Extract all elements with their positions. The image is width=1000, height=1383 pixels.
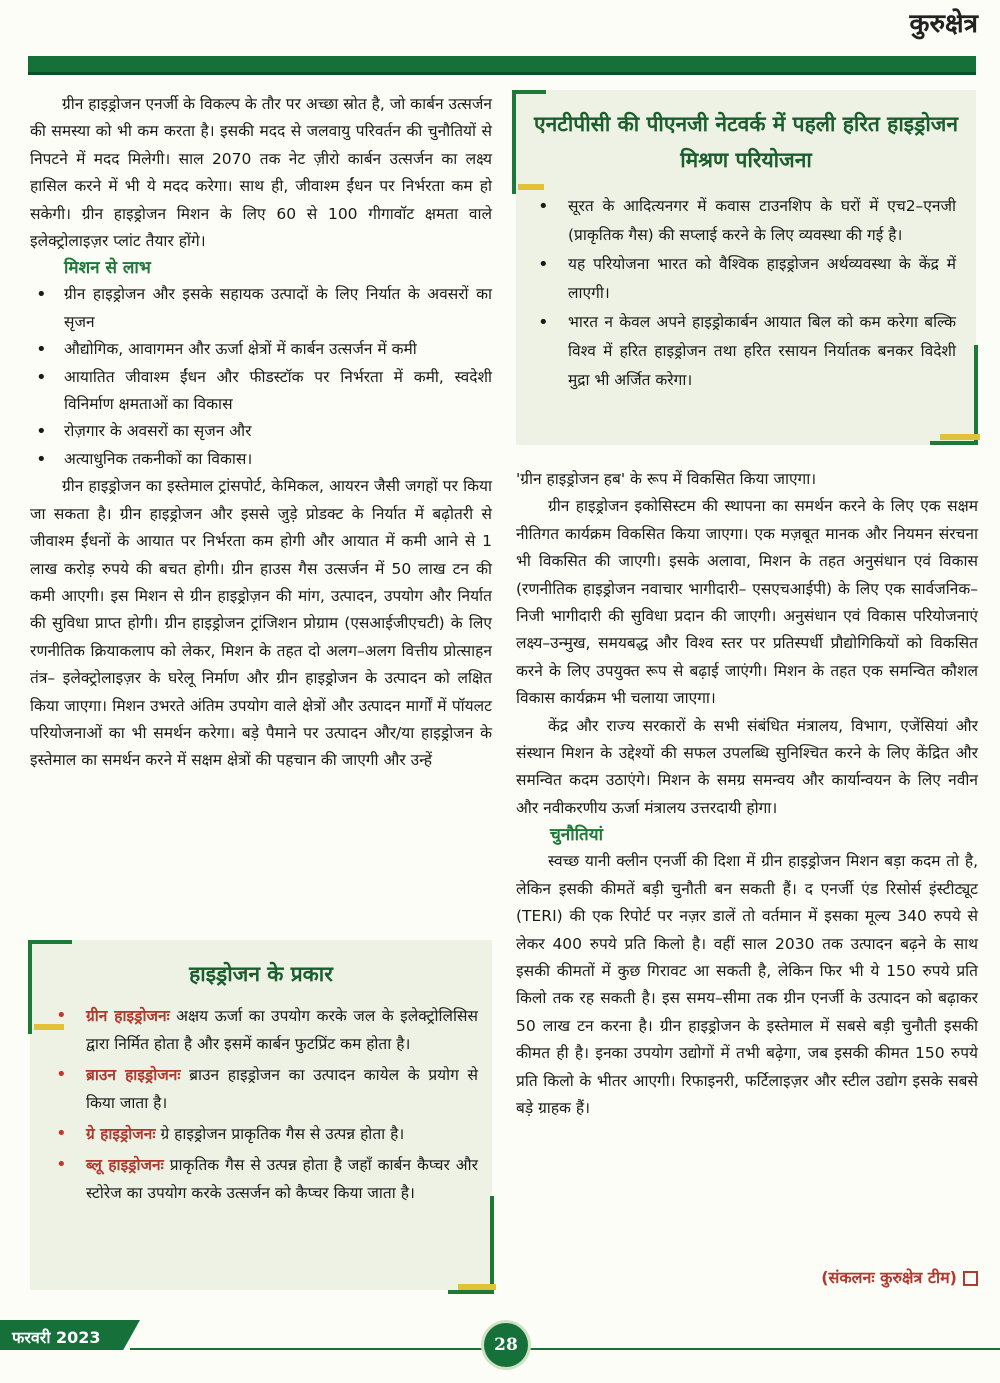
type-term: ब्लू हाइड्रोजनः (86, 1156, 164, 1174)
challenges-paragraph: स्वच्छ यानी क्लीन एनर्जी की दिशा में ग्रीन हाइड्रोजन मिशन बड़ा कदम तो है, लेकिन इसकी कीमतें बड़ी चुनौती बन सकती हैं। द एनर्जी एंड रिसोर्स इंस्टीट्यूट (TERI) की एक रिपोर्ट पर नज़र डालें तो वर्तमान में इसका मूल्य 340 रुपये से लेकर 400 रुपये प्रति किलो है। वहीं साल 2030 तक उत्पादन बढ़ने के साथ इसकी कीमतों में कुछ गिरावट आ सकती है, लेकिन फिर भी ये 150 रुपये प्रति किलो तक रह सकती है। इस समय–सीमा तक ग्रीन एनर्जी के उत्पादन को बढ़ाकर 50 लाख टन करना है। ग्रीन हाइड्रोजन के इस्तेमाल में सबसे बड़ी चुनौती इसकी कीमत ही है। इनका उपयोग उद्योगों में तभी बढ़ेगा, जब इसकी कीमत 150 रुपये प्रति किलो के भीतर आएगी। रिफाइनरी, फर्टिलाइज़र और स्टील उद्योग इसके सबसे बड़े ग्राहक हैं। (516, 852, 978, 1117)
compilation-credit: (संकलनः कुरुक्षेत्र टीम) (821, 1266, 978, 1288)
box-corner-decoration (458, 1284, 496, 1290)
box-corner-decoration (940, 434, 980, 440)
hub-line: 'ग्रीन हाइड्रोजन हब' के रूप में विकसित किया जाएगा। (516, 470, 817, 488)
list-item (50, 1061, 478, 1117)
list-item: • यह परियोजना भारत को वैश्विक हाइड्रोजन अर्थव्यवस्था के केंद्र में लाएगी। (532, 250, 956, 308)
type-term: ग्रीन हाइड्रोजनः (86, 1007, 170, 1025)
type-term: ग्रे हाइड्रोजनः (86, 1125, 156, 1143)
types-list (50, 1002, 478, 1207)
box-corner-decoration (28, 940, 72, 1034)
list-item: • आयातित जीवाश्म ईंधन और फीडस्टॉक पर निर्भरता में कमी, स्वदेशी विनिर्माण क्षमताओं का विकास (30, 364, 492, 419)
type-term: ब्राउन हाइड्रोजनः (86, 1066, 181, 1084)
box-corner-decoration (930, 345, 978, 445)
list-item: • अत्याधुनिक तकनीकों का विकास। (30, 446, 492, 473)
type-description: ग्रे हाइड्रोजन प्राकृतिक गैस से उत्पन्न होता है। (155, 1125, 405, 1143)
box-corner-decoration (512, 90, 546, 194)
ntpc-project-box (516, 90, 976, 445)
page-number: 28 (484, 1323, 528, 1367)
issue-date: फरवरी 2023 (12, 1328, 101, 1347)
coordination-paragraph: केंद्र और राज्य सरकारों के सभी संबंधित मंत्रालय, विभाग, एजेंसियां और संस्थान मिशन के उद्देश्यों की सफल उपलब्धि सुनिश्चित करने के लिए केंद्रित और समन्वित कदम उठाएंगे। मिशन के समग्र समन्वय और कार्यान्वयन के लिए नवीन और नवीकरणीय ऊर्जा मंत्रालय उत्तरदायी होगा। (516, 716, 978, 817)
left-column (30, 91, 492, 775)
list-item (50, 1120, 478, 1148)
ntpc-list (532, 192, 956, 395)
list-item (50, 1002, 478, 1058)
hydrogen-types-box (30, 940, 492, 1290)
benefits-heading: मिशन से लाभ (64, 258, 151, 279)
ntpc-box-title: एनटीपीसी की पीएनजी नेटवर्क में पहली हरित हाइड्रोजन मिश्रण परियोजना (533, 112, 958, 172)
magazine-logo: कुरुक्षेत्र (909, 9, 978, 39)
box-corner-decoration (34, 1024, 64, 1030)
intro-paragraph: ग्रीन हाइड्रोजन एनर्जी के विकल्प के तौर पर अच्छा स्रोत है, जो कार्बन उत्सर्जन की समस्या को भी कम करता है। इसकी मदद से जलवायु परिवर्तन की चुनौतियों से निपटने में मदद मिलेगी। साल 2070 तक नेट ज़ीरो कार्बन उत्सर्जन का लक्ष्य हासिल करने में भी ये मदद करेगा। साथ ही, जीवाश्म ईंधन पर निर्भरता कम हो सकेगी। ग्रीन हाइड्रोजन मिशन के लिए 60 से 100 गीगावॉट क्षमता वाले इलेक्ट्रोलाइज़र प्लांट तैयार होंगे। (30, 95, 492, 251)
list-item: • औद्योगिक, आवागमन और ऊर्जा क्षेत्रों में कार्बन उत्सर्जन में कमी (30, 336, 492, 363)
box-corner-decoration (518, 184, 544, 190)
list-item: • सूरत के आदित्यनगर में कवास टाउनशिप के घरों में एच2–एनजी (प्राकृतिक गैस) की सप्लाई करने के लिए व्यवस्था की गई है। (532, 192, 956, 250)
type-description: प्राकृतिक गैस से उत्पन्न होता है जहाँ कार्बन कैप्चर और स्टोरेज का उपयोग करके उत्सर्जन को कैप्चर किया जाता है। (86, 1156, 478, 1202)
list-item: • रोज़गार के अवसरों का सृजन और (30, 418, 492, 445)
type-description: ब्राउन हाइड्रोजन का उत्पादन कायेल के प्रयोग से किया जाता है। (86, 1066, 478, 1112)
top-banner (28, 56, 976, 75)
footer-line (130, 1348, 1000, 1350)
end-mark-icon (963, 1271, 978, 1286)
list-item: • ग्रीन हाइड्रोजन और इसके सहायक उत्पादों के लिए निर्यात के अवसरों का सृजन (30, 281, 492, 336)
challenges-heading: चुनौतियां (550, 825, 603, 846)
benefits-list (30, 281, 492, 473)
types-box-title: हाइड्रोजन के प्रकार (189, 962, 333, 986)
list-item: • भारत न केवल अपने हाइड्रोकार्बन आयात बिल को कम करेगा बल्कि विश्व में हरित हाइड्रोजन तथा हरित रसायन निर्यातक बनकर विदेशी मुद्रा भी अर्जित करेगा। (532, 308, 956, 395)
right-column (516, 466, 978, 1122)
list-item (50, 1151, 478, 1207)
type-description: अक्षय ऊर्जा का उपयोग करके जल के इलेक्ट्रोलिसिस द्वारा निर्मित होता है और इसमें कार्बन फुटप्रिंट कम होता है। (86, 1007, 478, 1053)
uses-paragraph: ग्रीन हाइड्रोजन का इस्तेमाल ट्रांसपोर्ट, केमिकल, आयरन जैसी जगहों पर किया जा सकता है। ग्रीन हाइड्रोजन और इससे जुड़े प्रोडक्ट के निर्यात में बढ़ोतरी से जीवाश्म ईंधनों के आयात पर निर्भरता कम होगी और आयात में कमी आने से 1 लाख करोड़ रुपये की बचत होगी। ग्रीन हाउस गैस उत्सर्जन में 50 लाख टन की कमी आएगी। इस मिशन से ग्रीन हाइड्रोज़न की मांग, उत्पादन, उपयोग और निर्यात की सुविधा प्राप्त होगी। ग्रीन हाइड्रोजन ट्रांजिशन प्रोग्राम (एसआईजीएचटी) के लिए रणनीतिक क्रियाकलाप को लेकर, मिशन के तहत दो अलग–अलग वित्तीय प्रोत्साहन तंत्र– इलेक्ट्रोलाइज़र के घरेलू निर्माण और ग्रीन हाइड्रोजन के उत्पादन को लक्षित किया जाएगा। मिशन उभरते अंतिम उपयोग वाले क्षेत्रों और उत्पादन मार्गों में पॉयलट परियोजनाओं का भी समर्थन करेगा। बड़े पैमाने पर उत्पादन और/या हाइड्रोजन के इस्तेमाल का समर्थन करने में सक्षम क्षेत्रों की पहचान की जाएगी और उन्हें (30, 477, 492, 770)
policy-paragraph: ग्रीन हाइड्रोजन इकोसिस्टम की स्थापना का समर्थन करने के लिए एक सक्षम नीतिगत कार्यक्रम विकसित किया जाएगा। एक मज़बूत मानक और नियमन संरचना भी विकसित की जाएगी। इसके अलावा, मिशन के तहत अनुसंधान एवं विकास (रणनीतिक हाइड्रोजन नवाचार भागीदारी– एसएचआईपी) के लिए एक सार्वजनिक–निजी भागीदारी की सुविधा प्रदान की जाएगी। अनुसंधान एवं विकास परियोजनाएं लक्ष्य–उन्मुख, समयबद्ध और विश्व स्तर पर प्रतिस्पर्धी प्रौद्योगिकियों को विकसित करने के लिए उपयुक्त रूप से बढ़ाई जाएंगी। मिशन के तहत एक समन्वित कौशल विकास कार्यक्रम भी चलाया जाएगा। (516, 497, 978, 708)
box-corner-decoration (448, 1196, 494, 1294)
